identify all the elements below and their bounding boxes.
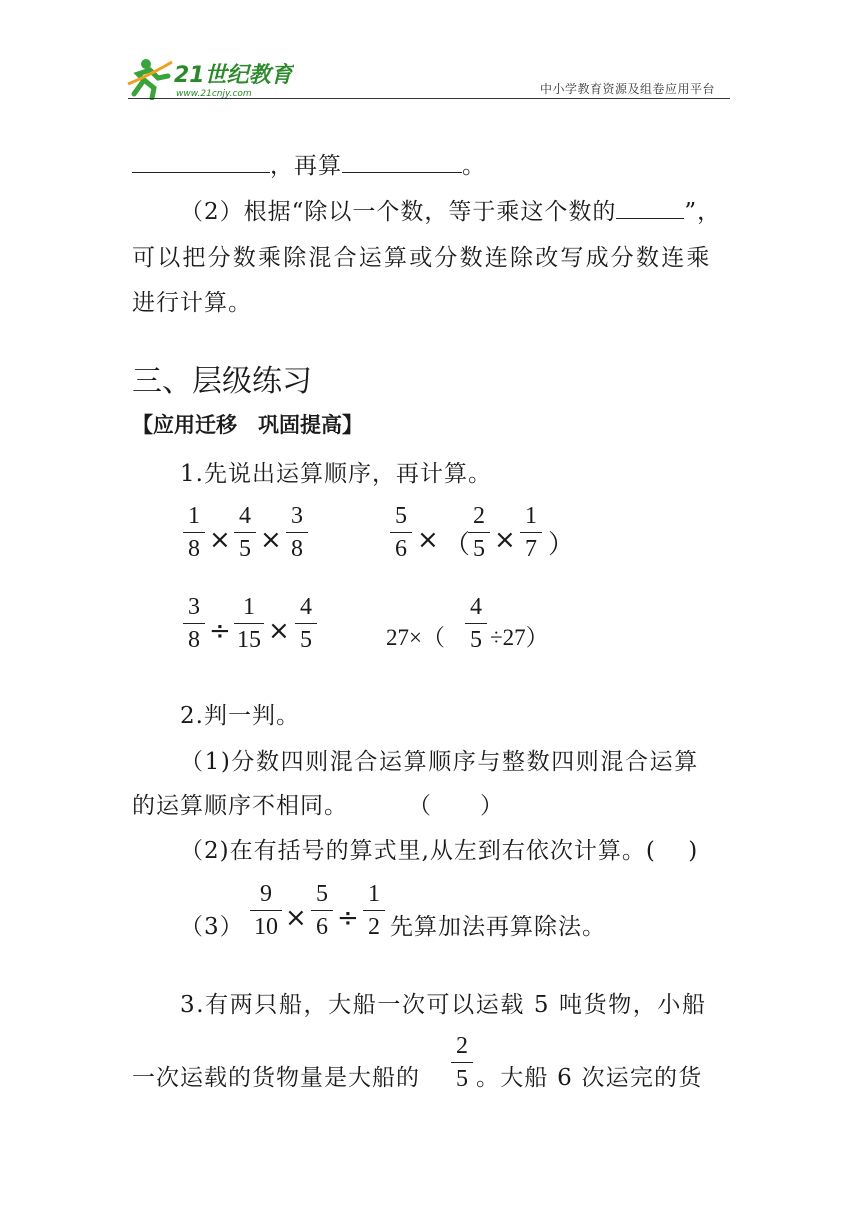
times-sign: ×	[494, 525, 516, 555]
intro-line-1	[132, 147, 486, 180]
q3-line2-a: 一次运载的货物量是大船的	[132, 1065, 420, 1091]
intro-line-3: 可以把分数乘除混合运算或分数连除改写成分数连乘	[132, 245, 712, 271]
times-sign: ×	[417, 525, 439, 555]
fraction: 1 8	[183, 502, 205, 563]
times-sign: ×	[209, 525, 231, 555]
q2-item3-label: （3）	[180, 914, 244, 940]
fraction: 5 6	[311, 880, 333, 941]
fraction: 2 5	[451, 1032, 473, 1093]
logo-url: www.21cnjy.com	[176, 89, 252, 99]
fraction: 9 10	[250, 880, 282, 941]
fraction: 3 8	[183, 593, 205, 654]
logo-text: 21世纪教育	[174, 63, 293, 88]
expr4-lead: 27×（	[386, 625, 445, 650]
intro-line-2	[180, 193, 721, 226]
times-sign: ×	[285, 903, 307, 933]
fraction: 3 8	[286, 502, 308, 563]
times-sign: ×	[260, 525, 282, 555]
fraction: 1 15	[234, 593, 264, 654]
q2-item3-text: 先算加法再算除法。	[390, 914, 606, 940]
q2-item1-text: 的运算顺序不相同。	[132, 793, 348, 819]
intro-rule-text: （2）根据“除以一个数，等于乘这个数的	[180, 199, 617, 225]
q2-item1-line2	[132, 787, 504, 820]
fraction: 2 5	[468, 502, 490, 563]
expr4-tail: ÷27）	[490, 625, 549, 650]
intro-period: 。	[462, 153, 486, 179]
divide-sign: ÷	[337, 903, 359, 933]
fraction: 4 5	[234, 502, 256, 563]
divide-sign: ÷	[209, 616, 231, 646]
answer-paren-1[interactable]: （ ）	[408, 793, 504, 819]
q2-item2: （2)在有括号的算式里,从左到右依次计算。( )	[180, 838, 699, 864]
fraction: 1 2	[363, 880, 385, 941]
answer-blank-1[interactable]	[132, 150, 270, 173]
fraction: 4 5	[295, 593, 317, 654]
q2-item1-line1: （1)分数四则混合运算顺序与整数四则混合运算	[180, 749, 699, 775]
logo	[124, 54, 294, 100]
q3-line2-b: 。大船 6 次运完的货	[476, 1065, 703, 1091]
times-sign: ×	[268, 616, 290, 646]
answer-blank-3[interactable]	[616, 196, 684, 219]
header-divider	[128, 98, 730, 99]
q3-line1: 3.有两只船，大船一次可以运载 5 吨货物，小船	[180, 992, 707, 1018]
fraction: 1 7	[520, 502, 542, 563]
section-subtitle: 【应用迁移 巩固提高】	[132, 413, 363, 437]
platform-name: 中小学教育资源及组卷应用平台	[540, 82, 716, 96]
left-paren: （	[444, 530, 471, 560]
intro-then: ，再算	[270, 153, 342, 179]
fraction: 4 5	[465, 593, 487, 654]
fraction: 5 6	[390, 502, 412, 563]
intro-line-4: 进行计算。	[132, 290, 252, 316]
answer-blank-2[interactable]	[342, 150, 462, 173]
runner-logo-icon	[124, 54, 294, 100]
q1-prompt: 1.先说出运算顺序，再计算。	[180, 461, 492, 487]
section-title: 三、层级练习	[132, 364, 312, 399]
right-paren: ）	[548, 530, 575, 560]
intro-quote-end: ”，	[684, 199, 722, 225]
q2-prompt: 2.判一判。	[180, 703, 300, 729]
